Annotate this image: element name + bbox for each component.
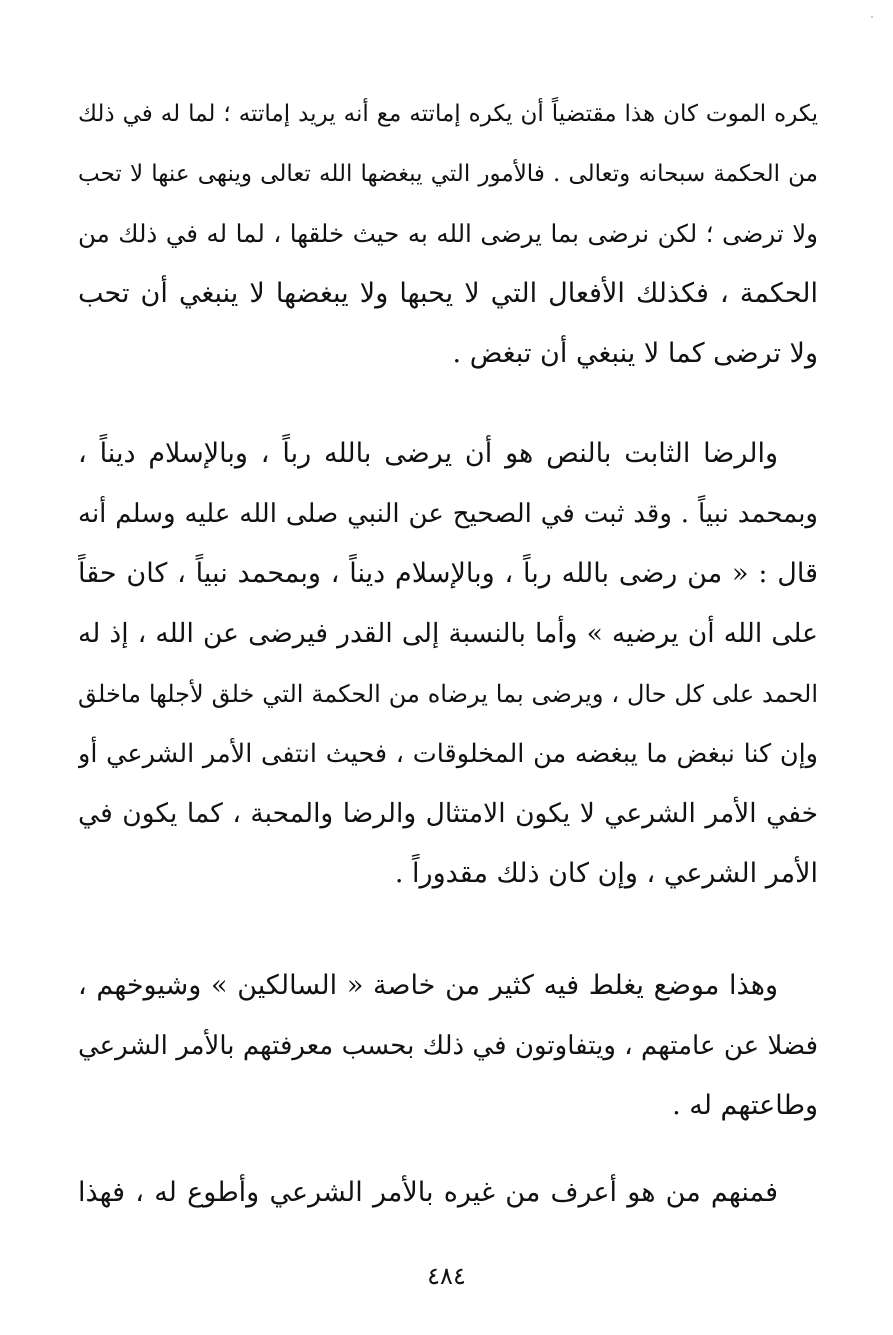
text-line: قال : « من رضى بالله رباً ، وبالإسلام ديناً ، وبمحمد نبياً ، كان حقاً <box>78 558 818 589</box>
text-line: ولا ترضى ؛ لكن نرضى بما يرضى الله به حيث خلقها ، لما له في ذلك من <box>78 219 818 248</box>
text-line: وطاعتهم له . <box>672 1090 818 1121</box>
paragraph-3 <box>78 956 818 1136</box>
text-line: فضلا عن عامتهم ، ويتفاوتون في ذلك بحسب معرفتهم بالأمر الشرعي <box>78 1031 818 1061</box>
text-line: يكره الموت كان هذا مقتضياً أن يكره إماتته مع أنه يريد إماتته ؛ لما له في ذلك <box>78 101 818 127</box>
text-line: فمنهم من هو أعرف من غيره بالأمر الشرعي وأطوع له ، فهذا <box>78 1177 778 1208</box>
text-line: الحكمة ، فكذلك الأفعال التي لا يحبها ولا يبغضها لا ينبغي أن تحب <box>78 278 818 309</box>
paragraph-4 <box>78 1163 818 1223</box>
text-line: خفي الأمر الشرعي لا يكون الامتثال والرضا والمحبة ، كما يكون في <box>78 798 818 829</box>
paragraph-1 <box>78 84 818 384</box>
text-line: وهذا موضع يغلط فيه كثير من خاصة « السالكين » وشيوخهم ، <box>78 970 778 1001</box>
scan-speck-mark <box>869 14 875 20</box>
text-line: على الله أن يرضيه » وأما بالنسبة إلى القدر فيرضى عن الله ، إذ له <box>78 618 818 649</box>
text-line: الأمر الشرعي ، وإن كان ذلك مقدوراً . <box>394 858 818 889</box>
text-line: ولا ترضى كما لا ينبغي أن تبغض . <box>452 338 818 369</box>
page-number: ٤٨٤ <box>427 1262 466 1290</box>
text-line: وبمحمد نبياً . وقد ثبت في الصحيح عن النبي صلى الله عليه وسلم أنه <box>78 499 818 529</box>
text-line: الحمد على كل حال ، ويرضى بما يرضاه من الحكمة التي خلق لأجلها ماخلق <box>78 680 818 708</box>
text-line: والرضا الثابت بالنص هو أن يرضى بالله رباً ، وبالإسلام ديناً ، <box>78 438 778 469</box>
text-line: وإن كنا نبغض ما يبغضه من المخلوقات ، فحيث انتفى الأمر الشرعي أو <box>78 739 818 769</box>
text-line: من الحكمة سبحانه وتعالى . فالأمور التي يبغضها الله تعالى وينهى عنها لا تحب <box>78 161 818 187</box>
paragraph-2 <box>78 424 818 904</box>
